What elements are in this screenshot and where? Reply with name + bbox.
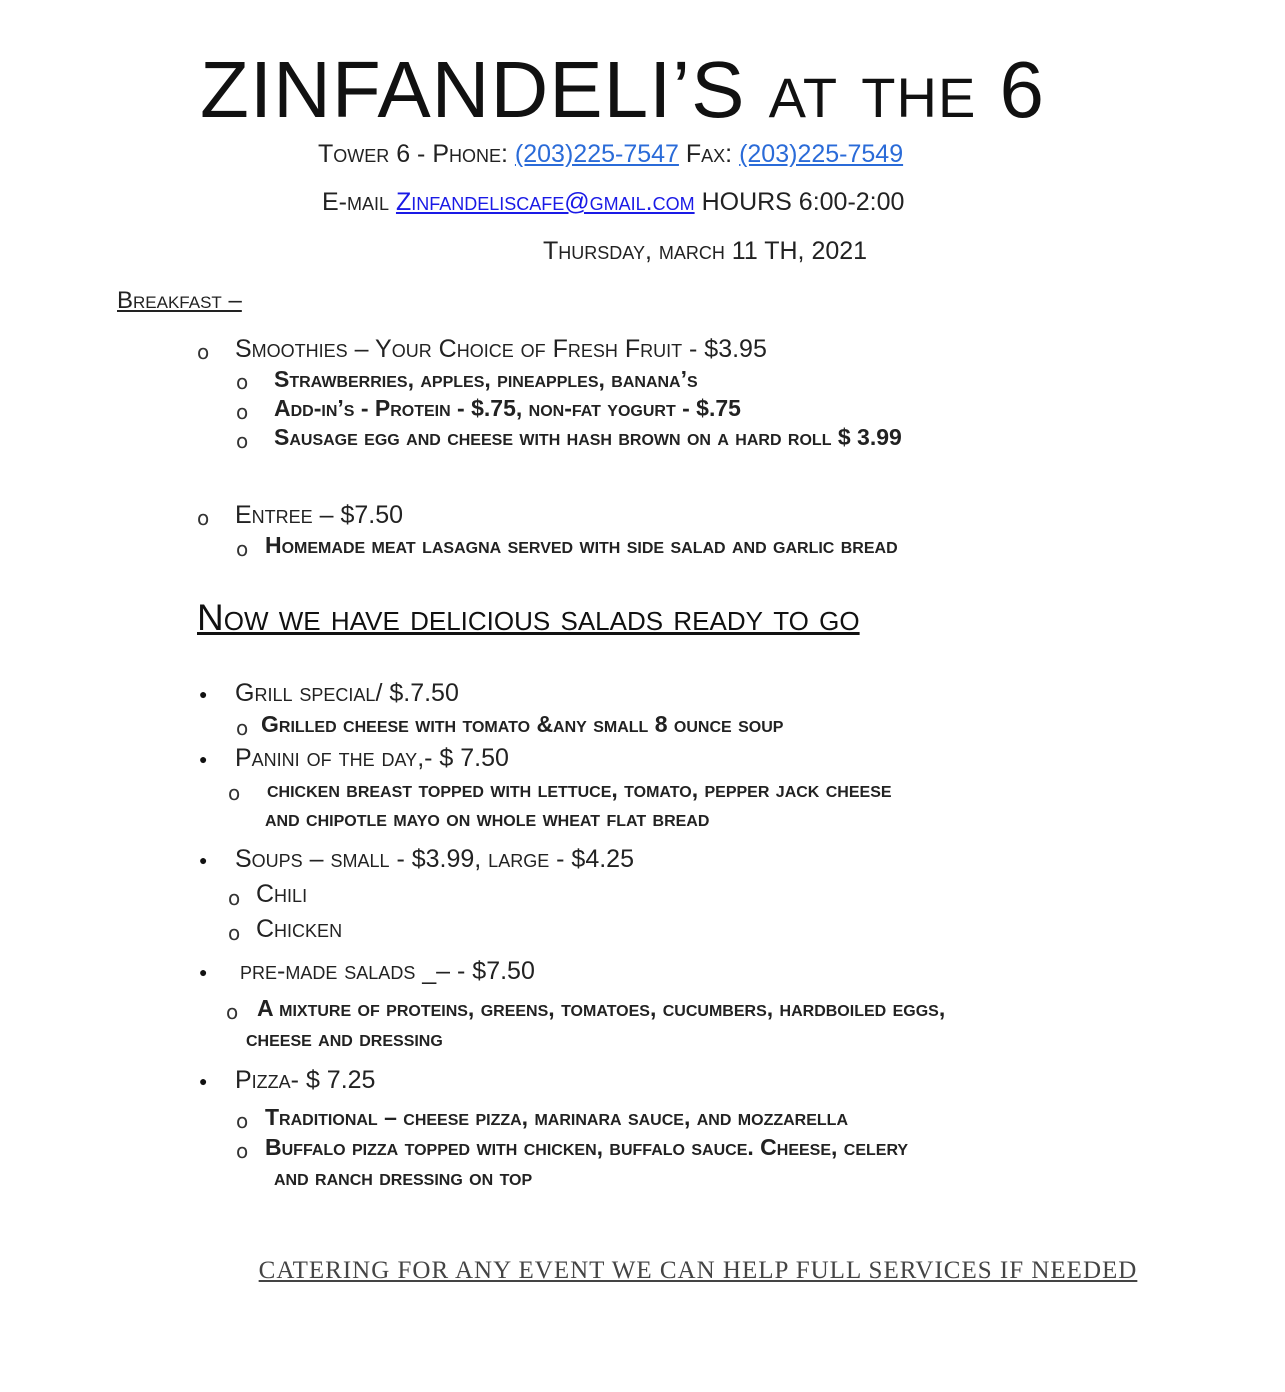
- traditional-item: Traditional – cheese pizza, marinara sauce, and mozzarella: [265, 1104, 849, 1130]
- sausage-item: Sausage egg and cheese with hash brown on a hard roll $ 3.99: [274, 424, 902, 450]
- contact-email-line: [322, 188, 904, 217]
- bullet-hollow: o: [236, 716, 249, 740]
- title-rest: at the 6: [768, 45, 1046, 134]
- grill-desc: Grilled cheese with tomato &any small 8 ounce soup: [261, 711, 784, 737]
- bullet-hollow: o: [236, 1139, 249, 1163]
- bullet-hollow: o: [228, 921, 241, 945]
- addins-item: Add-in’s - Protein - $.75, non-fat yogurt - $.75: [274, 395, 741, 421]
- bullet-solid: ●: [199, 751, 208, 767]
- bullet-solid: ●: [199, 964, 208, 980]
- bullet-hollow: o: [228, 886, 241, 910]
- panini-item: Panini of the day,- $ 7.50: [235, 744, 509, 772]
- fruits-item: Strawberries, apples, pineapples, banana’s: [274, 366, 698, 392]
- breakfast-heading: Breakfast –: [117, 287, 242, 314]
- grill-item: Grill special/ $.7.50: [235, 679, 459, 707]
- bullet-hollow: o: [226, 1000, 239, 1024]
- salads-heading: Now we have delicious salads ready to go: [197, 597, 860, 638]
- buffalo-item-1: Buffalo pizza topped with chicken, buffalo sauce. Cheese, celery: [265, 1134, 909, 1160]
- chicken-item: Chicken: [256, 915, 343, 943]
- entree-item: Entree – $7.50: [235, 501, 404, 529]
- soups-item: Soups – small - $3.99, large - $4.25: [235, 845, 634, 873]
- panini-desc-1: chicken breast topped with lettuce, tomato, pepper jack cheese: [267, 776, 892, 802]
- bullet-hollow: o: [236, 1109, 249, 1133]
- bullet-hollow: o: [228, 781, 241, 805]
- bullet-solid: ●: [199, 1073, 208, 1089]
- bullet-hollow: o: [197, 506, 210, 530]
- bullet-hollow: o: [236, 370, 249, 394]
- fax-label: Fax:: [685, 140, 733, 168]
- catering-note: CATERING FOR ANY EVENT WE CAN HELP FULL SERVICES IF NEEDED: [258, 1257, 1138, 1284]
- tower-label: Tower 6 - Phone:: [318, 140, 508, 168]
- smoothies-item: Smoothies – Your Choice of Fresh Fruit - $3.95: [235, 335, 767, 363]
- panini-desc-2: and chipotle mayo on whole wheat flat bread: [265, 805, 710, 831]
- chili-item: Chili: [256, 880, 308, 908]
- pizza-item: Pizza- $ 7.25: [235, 1066, 376, 1094]
- bullet-solid: ●: [199, 686, 208, 702]
- page-title: [200, 45, 1046, 134]
- fax-link[interactable]: (203)225-7549: [739, 140, 904, 168]
- premade-desc-1: A mixture of proteins, greens, tomatoes, cucumbers, hardboiled eggs,: [257, 995, 946, 1021]
- contact-phone-line: [318, 140, 903, 169]
- buffalo-item-2: and ranch dressing on top: [274, 1164, 533, 1190]
- bullet-hollow: o: [236, 429, 249, 453]
- premade-desc-2: cheese and dressing: [246, 1025, 443, 1051]
- bullet-hollow: o: [236, 400, 249, 424]
- phone-link[interactable]: (203)225-7547: [514, 140, 679, 168]
- hours-text: HOURS 6:00-2:00: [701, 188, 905, 216]
- menu-date: Thursday, march 11 TH, 2021: [543, 237, 868, 265]
- email-label: E-mail: [322, 188, 390, 216]
- premade-item: pre-made salads _– - $7.50: [240, 957, 535, 985]
- bullet-hollow: o: [236, 537, 249, 561]
- lasagna-item: Homemade meat lasagna served with side salad and garlic bread: [265, 532, 898, 558]
- email-link[interactable]: Zinfandeliscafe@gmail.com: [395, 188, 695, 216]
- bullet-hollow: o: [197, 340, 210, 364]
- title-main: ZINFANDELI’S: [200, 45, 746, 134]
- bullet-solid: ●: [199, 852, 208, 868]
